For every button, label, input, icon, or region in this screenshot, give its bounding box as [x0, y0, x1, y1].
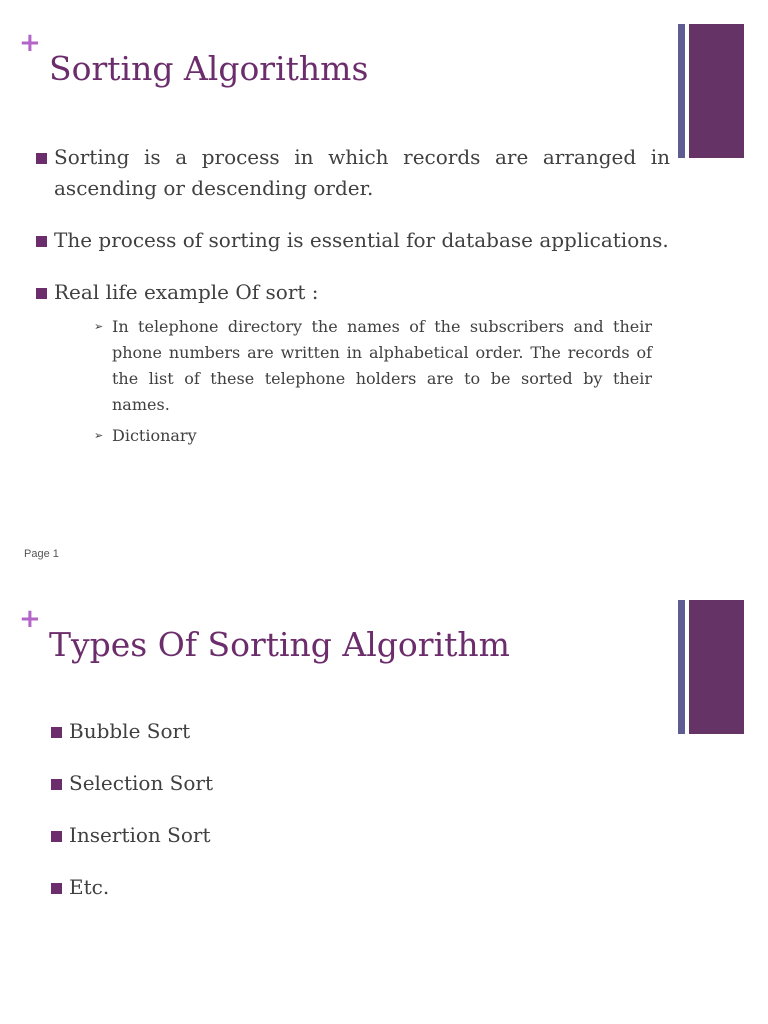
bullet-list	[36, 142, 670, 454]
plus-icon: +	[19, 604, 41, 634]
sub-bullet-text: Dictionary	[112, 426, 197, 445]
bullet-item	[51, 716, 551, 747]
bullet-text: Sorting is a process in which records are arranged in ascending or descending order.	[54, 145, 670, 200]
bullet-text: Selection Sort	[69, 771, 214, 795]
slide-title: Sorting Algorithms	[49, 49, 369, 88]
sub-list-container	[36, 314, 670, 449]
bullet-item	[36, 225, 670, 256]
bullet-item	[36, 142, 670, 204]
bullet-text: Bubble Sort	[69, 719, 191, 743]
bullet-item	[51, 768, 551, 799]
arrow-bullet-icon: ➢	[94, 320, 104, 333]
bullet-item	[36, 277, 670, 308]
square-bullet-icon	[51, 779, 62, 790]
arrow-bullet-icon: ➢	[94, 429, 104, 442]
sub-bullet-text: In telephone directory the names of the subscribers and their phone numbers are written in alphabetical order. The records of the list of these telephone holders are to be sorted by their names.	[112, 317, 652, 414]
slide-2	[0, 576, 768, 1024]
decorative-bar-thick	[689, 600, 744, 734]
bullet-text: The process of sorting is essential for database applications.	[54, 228, 669, 252]
square-bullet-icon	[36, 288, 47, 299]
bullet-text: Insertion Sort	[69, 823, 211, 847]
sub-bullet-item	[94, 423, 652, 449]
page-label: Page 1	[24, 548, 59, 560]
bullet-text: Real life example Of sort :	[54, 280, 319, 304]
decorative-bar-thick	[689, 24, 744, 158]
square-bullet-icon	[51, 883, 62, 894]
plus-icon: +	[19, 28, 41, 58]
decorative-bar-thin	[678, 24, 685, 158]
bullet-item	[51, 872, 551, 903]
decorative-bar-thin	[678, 600, 685, 734]
square-bullet-icon	[36, 236, 47, 247]
sub-bullet-list	[94, 314, 652, 449]
bullet-item	[51, 820, 551, 851]
square-bullet-icon	[36, 153, 47, 164]
bullet-text: Etc.	[69, 875, 110, 899]
sub-bullet-item	[94, 314, 652, 418]
square-bullet-icon	[51, 831, 62, 842]
slide-title: Types Of Sorting Algorithm	[49, 625, 510, 664]
square-bullet-icon	[51, 727, 62, 738]
bullet-list	[51, 716, 551, 924]
